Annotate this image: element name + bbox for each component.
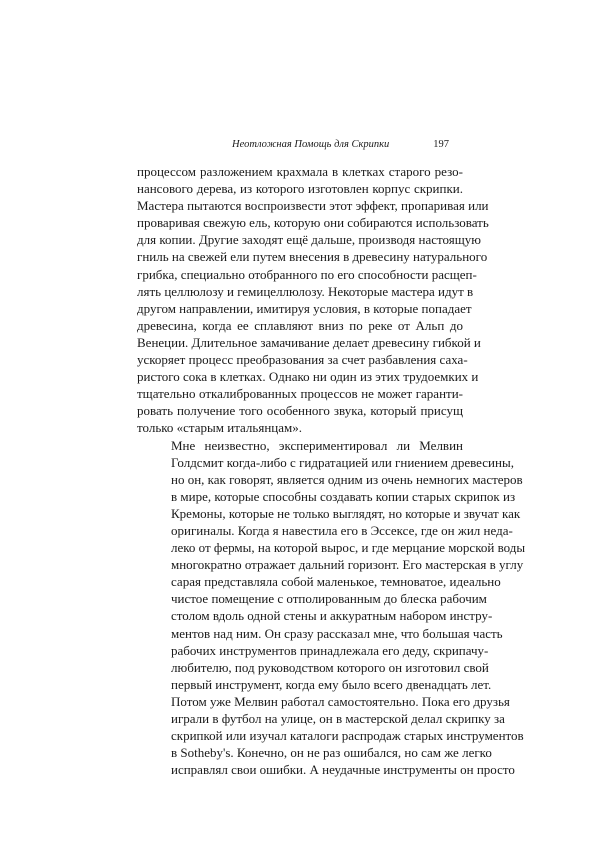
text-line: проваривая свежую ель, которую они собираются использовать xyxy=(137,215,489,231)
text-line: только «старым итальянцам». xyxy=(137,420,302,436)
text-line: оригиналы. Когда я навестила его в Эссексе, где он жил неда- xyxy=(171,522,513,538)
text-line: древесина, когда ее сплавляют вниз по реке от Альп до xyxy=(137,317,463,333)
text-line: исправлял свои ошибки. А неудачные инструменты он просто xyxy=(171,762,515,778)
text-line: Голдсмит когда-либо с гидратацией или гниением древесины, xyxy=(171,454,514,470)
text-line: в мире, которые способны создавать копии старых скрипок из xyxy=(171,488,516,504)
paragraph-2 xyxy=(137,437,526,779)
text-line: нансового дерева, из которого изготовлен корпус скрипки. xyxy=(137,181,463,197)
text-line: в Sotheby's. Конечно, он не раз ошибался, но сам же легко xyxy=(171,745,492,761)
text-line: ускоряет процесс преобразования за счет разбавления саха- xyxy=(137,352,468,368)
paragraph-1 xyxy=(137,163,489,437)
text-line: Венеции. Длительное замачивание делает древесину гибкой и xyxy=(137,334,481,350)
text-line: первый инструмент, когда ему было всего двенадцать лет. xyxy=(171,676,492,692)
text-line: рабочих инструментов принадлежала его деду, скрипачу- xyxy=(171,642,489,658)
text-line: сарая представляла собой маленькое, темноватое, идеально xyxy=(171,574,501,590)
text-line: многократно отражает дальний горизонт. Его мастерская в углу xyxy=(171,557,524,573)
text-line: играли в футбол на улице, он в мастерской делал скрипку за xyxy=(171,711,505,726)
text-line: скрипкой или изучал каталоги распродаж старых инструментов xyxy=(171,728,524,744)
body-text xyxy=(137,163,526,778)
running-title: Неотложная Помощь для Скрипки xyxy=(232,139,390,150)
text-line: тщательно откалиброванных процессов не может гаранти- xyxy=(137,386,463,402)
text-line: столом вдоль одной стены и аккуратным набором инстру- xyxy=(171,608,493,624)
text-line: лять целлюлозу и гемицеллюлозу. Некоторые мастера идут в xyxy=(137,283,474,299)
text-line: процессом разложением крахмала в клетках старого резо- xyxy=(137,164,463,179)
text-line: для копии. Другие заходят ещё дальше, производя настоящую xyxy=(137,232,481,248)
text-line: чистое помещение с отполированным до блеска рабочим xyxy=(171,591,487,607)
text-line: Мне неизвестно, экспериментировал ли Мелвин xyxy=(171,437,463,453)
text-line: но он, как говорят, является одним из очень немногих мастеров xyxy=(171,471,523,487)
text-line: леко от фермы, на которой вырос, и где мерцание морской воды xyxy=(171,540,526,556)
text-line: гниль на свежей ели путем внесения в древесину натурального xyxy=(137,249,488,265)
text-line: Кремоны, которые не только выглядят, но которые и звучат как xyxy=(171,505,521,521)
text-line: ровать получение того особенного звука, который присущ xyxy=(137,403,463,419)
running-header xyxy=(137,135,463,157)
book-page xyxy=(137,135,526,778)
text-line: ментов над ним. Он сразу рассказал мне, что большая часть xyxy=(171,625,503,641)
text-line: Потом уже Мелвин работал самостоятельно. Пока его друзья xyxy=(171,693,510,709)
text-line: другом направлении, имитируя условия, в которые попадает xyxy=(137,300,472,316)
text-line: Мастера пытаются воспроизвести этот эффект, пропаривая или xyxy=(137,198,489,214)
page-number: 197 xyxy=(433,139,449,150)
text-line: грибка, специально отобранного по его способности расщеп- xyxy=(137,266,477,282)
text-line: ристого сока в клетках. Однако ни один из этих трудоемких и xyxy=(137,369,479,385)
text-line: любителю, под руководством которого он изготовил свой xyxy=(171,659,489,675)
